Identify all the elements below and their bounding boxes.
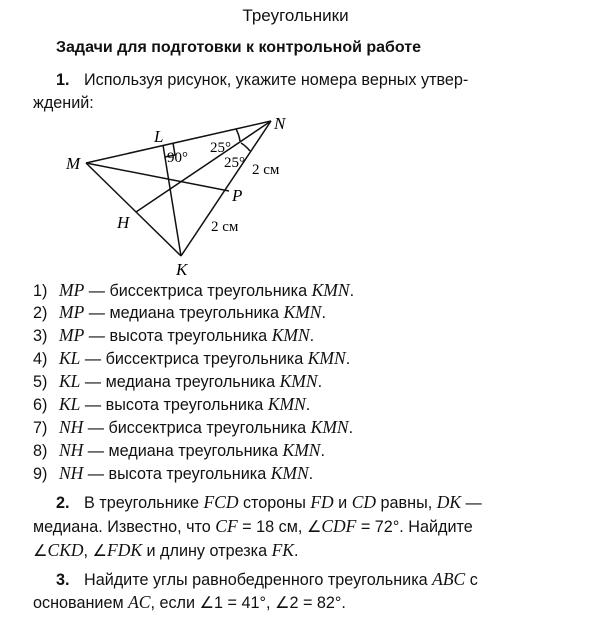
- section-subheading: Задачи для подготовки к контрольной работе: [56, 39, 422, 56]
- option-8: 8) NH — медиана треугольника KMN.: [33, 440, 325, 460]
- task-3-line-1: 3. Найдите углы равнобедренного треугольника ABC с: [56, 567, 478, 593]
- segment-MP: [86, 163, 229, 191]
- task-1-line-1: [56, 68, 468, 93]
- angle-25-label-2: 25°: [224, 155, 245, 171]
- option-7: 7) NH — биссектриса треугольника KMN.: [33, 417, 354, 437]
- label-K: K: [176, 260, 188, 279]
- option-4: 4) KL — биссектриса треугольника KMN.: [33, 348, 351, 368]
- label-L: L: [154, 127, 164, 146]
- option-6: 6) KL — высота треугольника KMN.: [33, 394, 311, 414]
- task-2-line-1: 2. В треугольнике FCD стороны FD и CD равны, DK —: [56, 490, 482, 516]
- task-2-number: 2.: [56, 494, 70, 512]
- option-1: 1) MP — биссектриса треугольника KMN.: [33, 280, 355, 300]
- task-1-line-2: ждений:: [33, 94, 94, 112]
- option-5: 5) KL — медиана треугольника KMN.: [33, 371, 323, 391]
- angle-arc-2: [241, 143, 250, 151]
- label-H: H: [117, 213, 130, 232]
- side-KM: [86, 163, 181, 256]
- task-2-line-2: медиана. Известно, что CF = 18 см, ∠CDF = 72°. Найдите: [33, 516, 473, 536]
- option-9: 9) NH — высота треугольника KMN.: [33, 463, 314, 483]
- triangle-figure: [0, 112, 591, 282]
- length-label-1: 2 см: [252, 162, 280, 178]
- option-3: 3) MP — высота треугольника KMN.: [33, 325, 315, 345]
- label-P: P: [232, 186, 243, 205]
- length-label-2: 2 см: [211, 219, 239, 235]
- label-N: N: [274, 114, 286, 133]
- label-M: M: [66, 154, 81, 173]
- angle-90-label: 90°: [167, 150, 188, 166]
- task-1-text-1: Используя рисунок, укажите номера верных утвер-: [84, 71, 469, 89]
- option-2: 2) MP — медиана треугольника KMN.: [33, 302, 326, 322]
- task-2-line-3: ∠CKD, ∠FDK и длину отрезка FK.: [33, 540, 299, 560]
- page-heading: Треугольники: [242, 6, 349, 25]
- task-3-line-2: основанием AC, если ∠1 = 41°, ∠2 = 82°.: [33, 592, 346, 612]
- task-3-number: 3.: [56, 571, 70, 589]
- angle-arc-1: [236, 129, 240, 141]
- task-1-number: 1.: [56, 71, 70, 89]
- angle-25-label-1: 25°: [210, 140, 231, 156]
